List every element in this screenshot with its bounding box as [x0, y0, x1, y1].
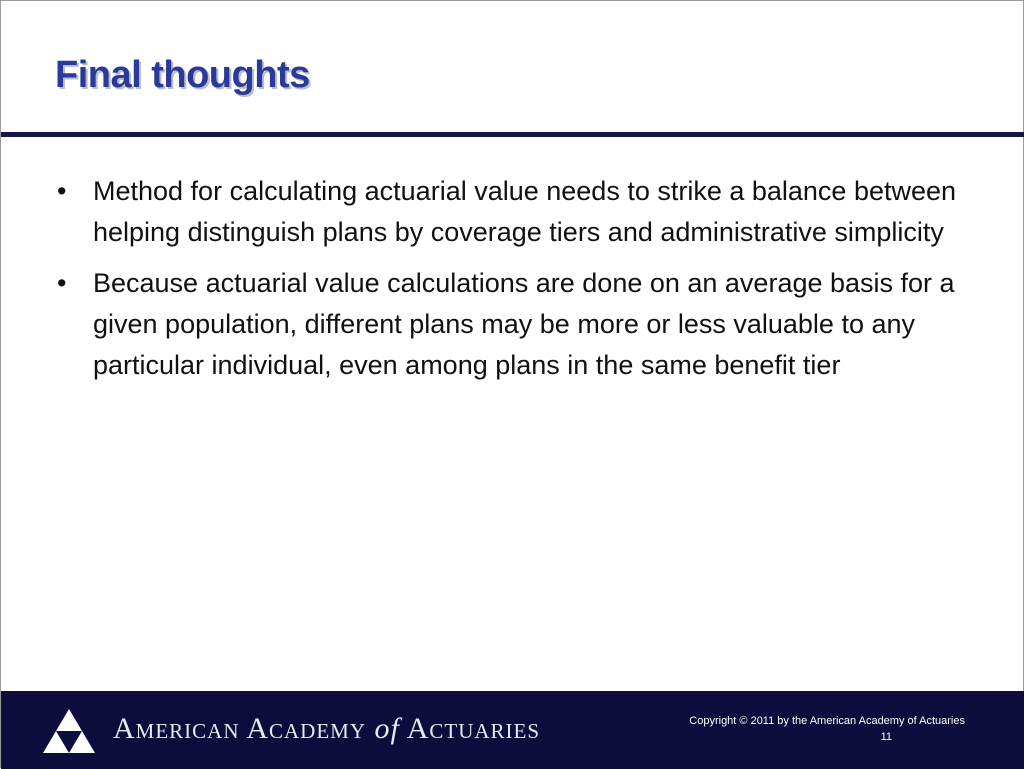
org-name-of: of	[374, 712, 400, 745]
triforce-triangle-icon	[41, 707, 97, 755]
org-name-part-2: Actuaries	[399, 712, 541, 745]
bullet-item	[55, 263, 975, 386]
bullet-dot: •	[57, 268, 67, 298]
bullet-item	[55, 171, 975, 253]
slide-title: Final thoughts	[55, 54, 310, 96]
title-divider	[1, 132, 1024, 137]
footer-bar	[1, 691, 1024, 769]
bullet-list	[55, 171, 975, 396]
copyright-text: Copyright © 2011 by the American Academy of Actuaries	[689, 715, 965, 727]
page-number: 11	[880, 731, 892, 743]
organization-name	[113, 709, 540, 749]
bullet-text: Because actuarial value calculations are done on an average basis for a given population, different plans may be more or less valuable to any particular individual, even among plans in the same benefit tier	[93, 268, 955, 380]
org-name-part-1: American Academy	[113, 712, 375, 745]
bullet-text: Method for calculating actuarial value needs to strike a balance between helping distinguish plans by coverage tiers and administrative simplicity	[93, 176, 957, 247]
bullet-dot: •	[57, 176, 67, 206]
